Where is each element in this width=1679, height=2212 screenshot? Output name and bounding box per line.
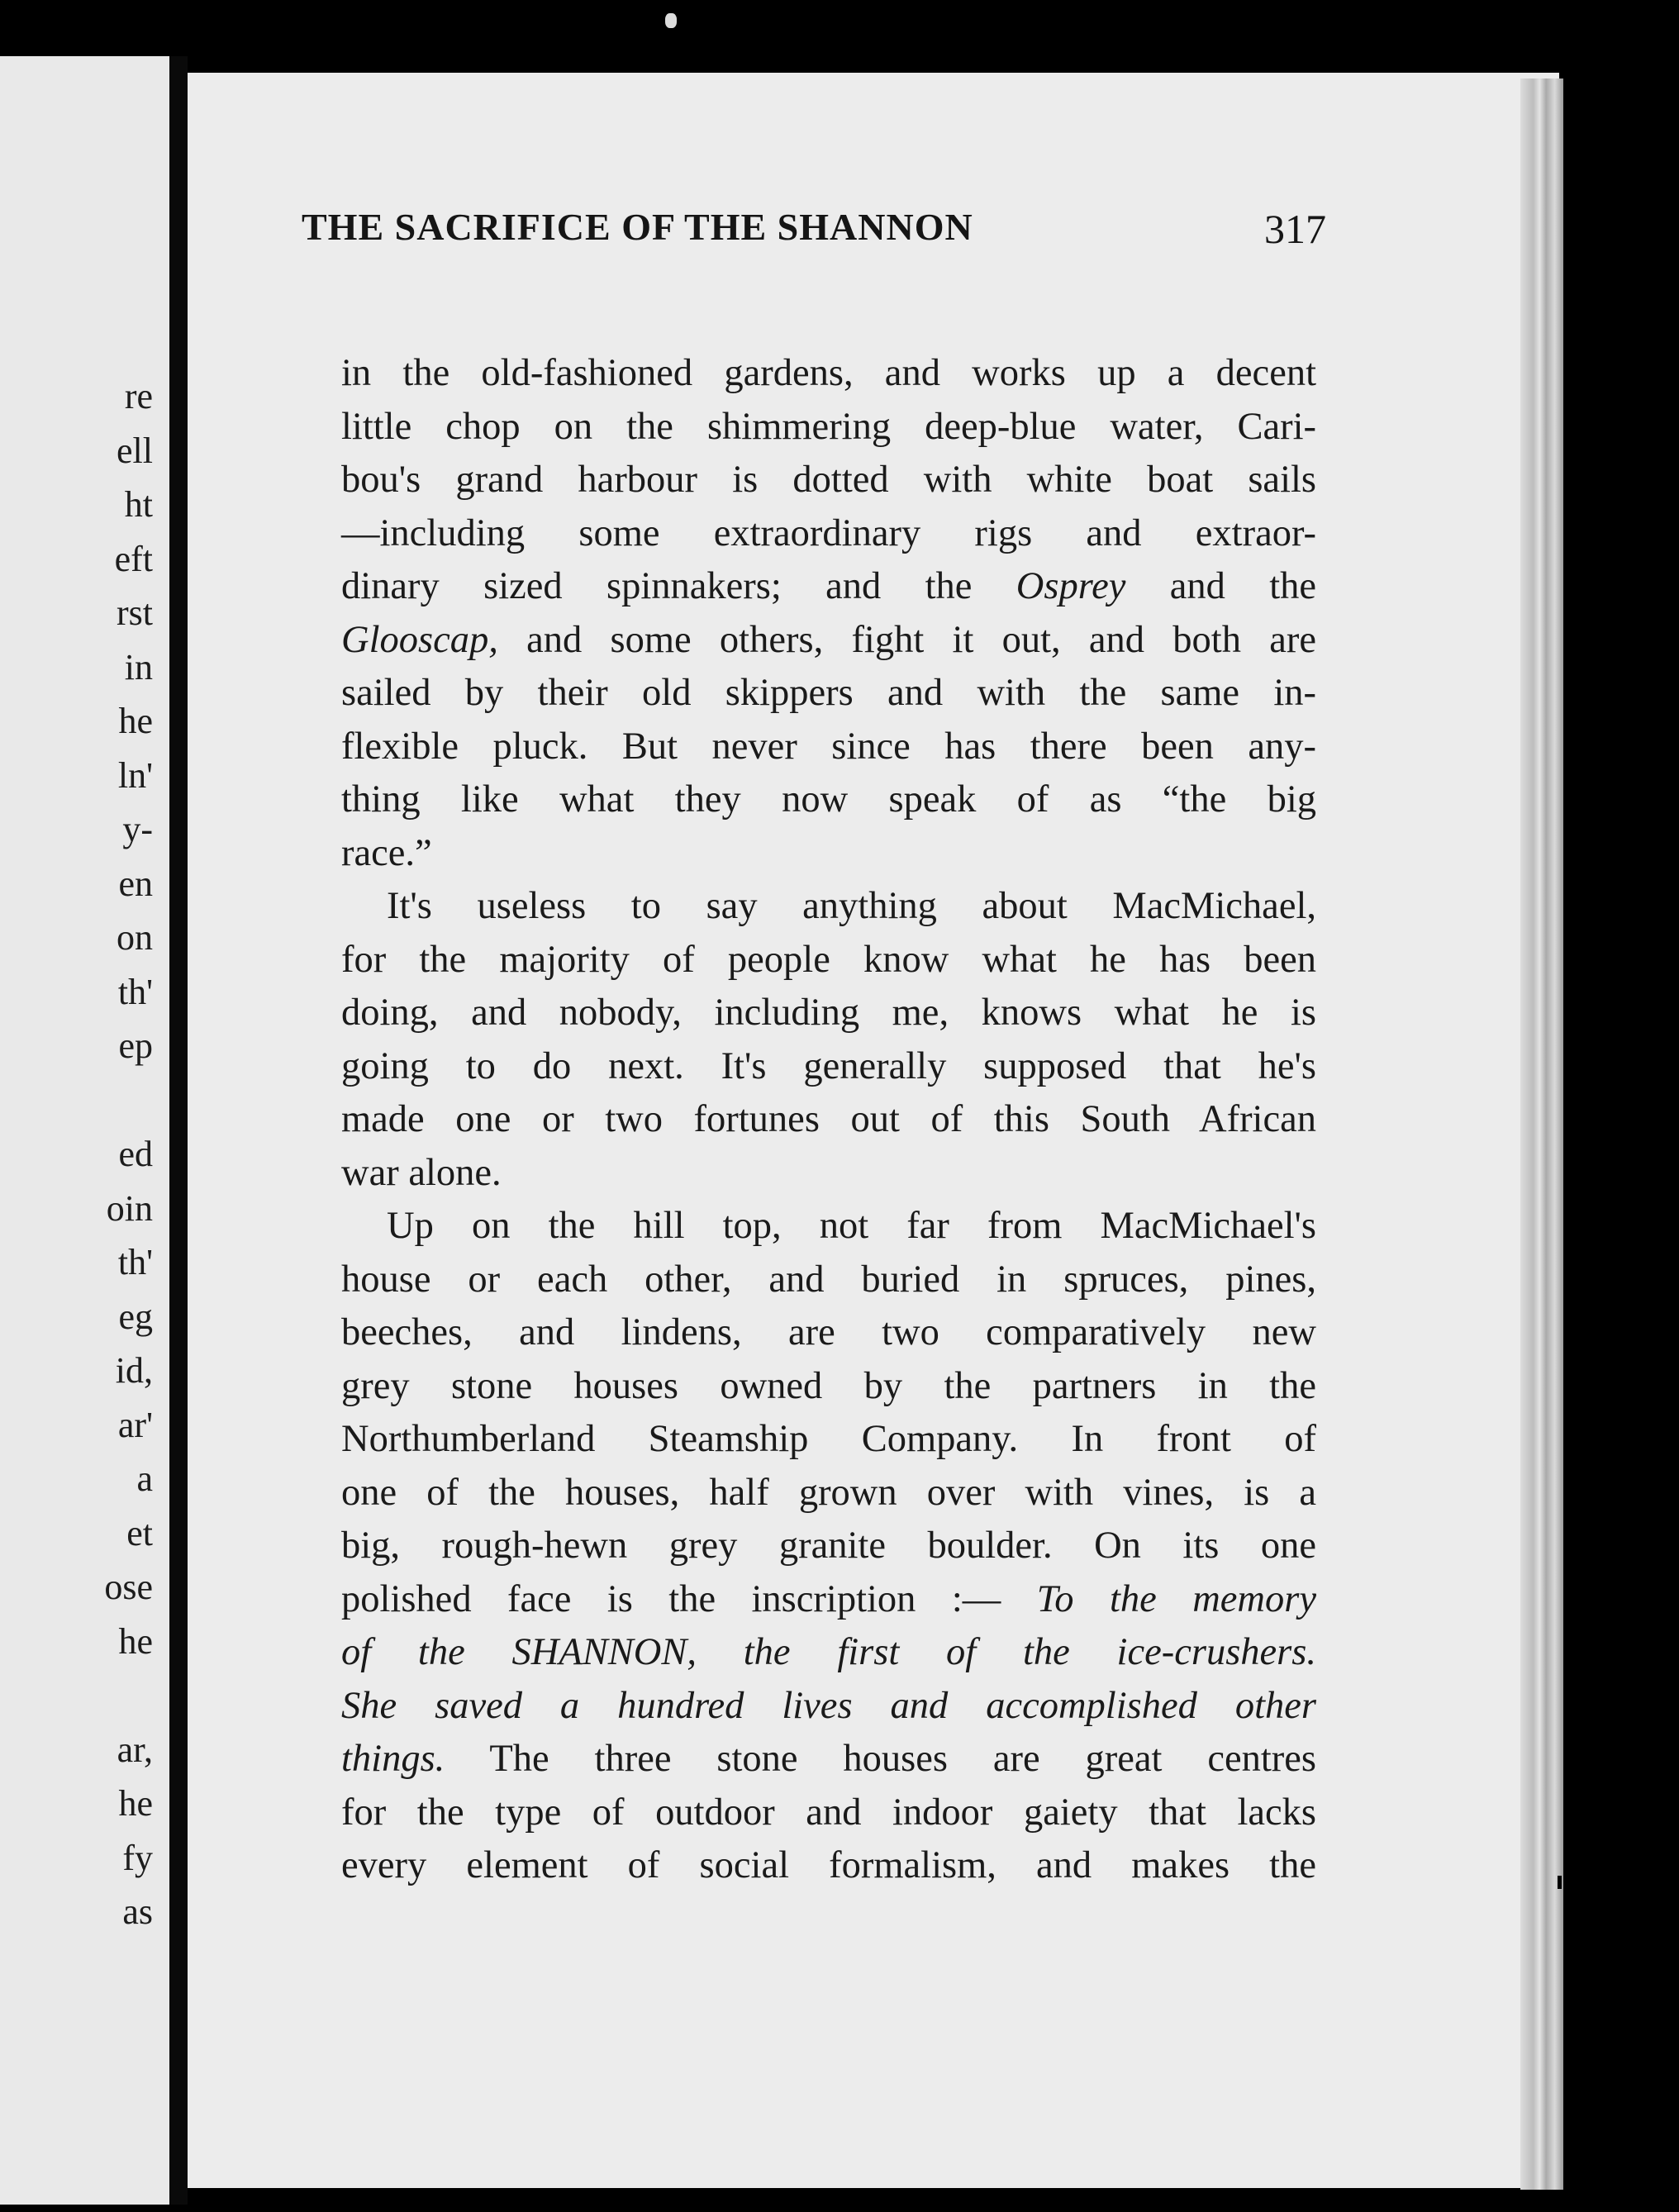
facing-page-fragment: ed [118, 1134, 153, 1174]
facing-page-edge [0, 56, 169, 2205]
italic-inscription: She saved a hundred lives and accomplished other [341, 1684, 1316, 1727]
facing-page-fragment: et [126, 1512, 153, 1553]
text-line: for the majority of people know what he has been [341, 938, 1316, 981]
text-line: war alone. [341, 1151, 502, 1194]
text-line: grey stone houses owned by the partners in the [341, 1364, 1316, 1407]
facing-page-fragment: th' [117, 971, 153, 1012]
text-line: Northumberland Steamship Company. In front of [341, 1418, 1316, 1460]
italic-ship-name: Osprey [1015, 565, 1126, 607]
facing-page-fragment: ar, [117, 1729, 153, 1770]
facing-page-fragment: eg [118, 1296, 153, 1337]
text-line: made one or two fortunes out of this South African [341, 1098, 1316, 1140]
body-text [341, 347, 1316, 1893]
page-number: 317 [1264, 206, 1326, 252]
text-line [341, 1733, 1316, 1786]
facing-page-fragment: rst [117, 592, 153, 633]
facing-page-fragment: in [124, 646, 153, 687]
italic-inscription: To the memory [1036, 1577, 1316, 1620]
text-line: thing like what they now speak of as “the big [341, 778, 1316, 821]
facing-page-fragment: as [122, 1891, 153, 1932]
text-line [341, 1573, 1316, 1627]
facing-page-fragment: y- [122, 809, 153, 849]
facing-page-fragment: on [117, 917, 153, 958]
italic-ship-name: Glooscap, [341, 618, 498, 661]
facing-page-fragment: oin [106, 1187, 153, 1229]
text-line [341, 614, 1316, 668]
text-line: one of the houses, half grown over with vines, is a [341, 1471, 1316, 1514]
text-line: sailed by their old skippers and with the same in- [341, 672, 1316, 714]
text-line: going to do next. It's generally supposed that he's [341, 1044, 1316, 1087]
facing-page-fragment: he [118, 1783, 153, 1824]
italic-inscription: things. [341, 1738, 445, 1780]
running-head [302, 205, 1326, 263]
facing-page-fragment: a [136, 1458, 153, 1499]
facing-page-fragment: th' [117, 1242, 153, 1282]
scan-speck [665, 13, 677, 28]
facing-page-fragment: ep [118, 1025, 153, 1066]
text-line: —including some extraordinary rigs and extraor- [341, 511, 1316, 554]
facing-page-fragment: eft [114, 538, 153, 579]
facing-page-fragment: fy [122, 1837, 153, 1878]
facing-page-fragment: he [118, 701, 153, 741]
text-line: for the type of outdoor and indoor gaiety that lacks [341, 1791, 1316, 1834]
text-line: Up on the hill top, not far from MacMichael's [387, 1205, 1316, 1247]
ink-mark [1558, 1876, 1562, 1889]
facing-page-fragment: ell [117, 430, 153, 471]
text-run: and the [1125, 565, 1317, 607]
facing-page-fragment: re [124, 376, 153, 416]
text-line: doing, and nobody, including me, knows what he is [341, 992, 1316, 1034]
text-line: race.” [341, 831, 432, 874]
facing-page-fragment: ht [124, 484, 153, 525]
page-stack-edge [1520, 78, 1563, 2190]
running-head-title: THE SACRIFICE OF THE SHANNON [302, 206, 973, 248]
facing-page-fragment: he [118, 1620, 153, 1662]
text-run: dinary sized spinnakers; and the [341, 565, 1016, 607]
text-run: and some others, fight it out, and both are [497, 618, 1316, 661]
text-line: bou's grand harbour is dotted with white boat sails [341, 459, 1316, 501]
text-line [341, 1680, 1316, 1734]
book-gutter [169, 56, 188, 2205]
text-line: beeches, and lindens, are two comparatively new [341, 1311, 1316, 1353]
text-line: big, rough-hewn grey granite boulder. On its one [341, 1525, 1316, 1567]
facing-page-fragment: ln' [117, 754, 153, 796]
text-line: flexible pluck. But never since has there been any- [341, 725, 1316, 768]
facing-page-fragment: ose [104, 1567, 153, 1607]
text-line [341, 1626, 1316, 1680]
text-line: every element of social formalism, and makes the [341, 1844, 1316, 1886]
facing-page-fragment: id, [115, 1350, 153, 1391]
text-line: house or each other, and buried in spruces, pines, [341, 1258, 1316, 1301]
text-run: polished face is the inscription :— [341, 1577, 1037, 1620]
text-line: little chop on the shimmering deep-blue water, Cari- [341, 405, 1316, 448]
text-run: The three stone houses are great centres [445, 1738, 1316, 1780]
italic-inscription: of the SHANNON, the first of the ice-crushers. [341, 1631, 1316, 1673]
facing-page-fragment: en [118, 863, 153, 904]
text-line: It's useless to say anything about MacMichael, [387, 885, 1316, 927]
text-line [341, 560, 1316, 614]
text-line: in the old-fashioned gardens, and works up a decent [341, 352, 1316, 394]
facing-page-fragment: ar' [117, 1404, 153, 1445]
